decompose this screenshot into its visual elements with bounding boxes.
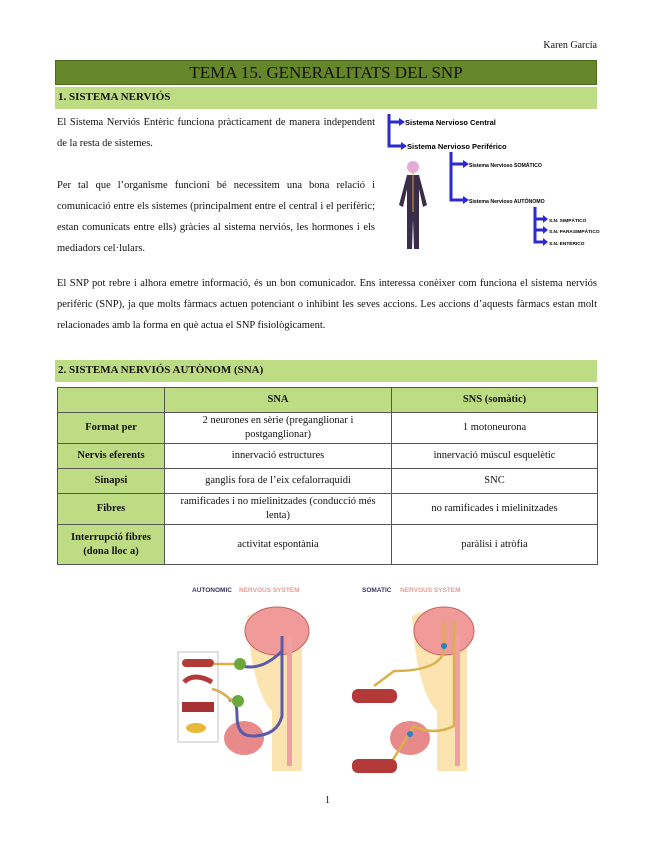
table-row [58,444,598,469]
paragraph-snp: El SNP pot rebre i alhora emetre informació, és un bon comunicador. Ens interessa conèixer com funciona el sistema nerviós perifèric (SNP), ja que molts fàrmacs actuen potenciant o inhibint les seves accions. Les accions d’aquests fàrmacs estan molt relacionades amb la forma en què actua el SNP fisiològicament. [57,278,597,331]
table-row [58,494,598,525]
table-cell: paràlisi i atròfia [392,525,598,565]
svg-text:NERVOUS SYSTEM: NERVOUS SYSTEM [239,587,300,594]
row-header: Nervis eferents [58,444,165,469]
label-periferico: Sistema Nervioso Periférico [407,142,507,151]
label-somatico: Sistema Nervioso SOMÁTICO [469,163,542,169]
table-row [58,413,598,444]
row-header: Fibres [58,494,165,525]
autonomic-illustration [178,587,309,771]
table-cell: innervació múscul esquelètic [392,444,598,469]
svg-text:SOMATIC: SOMATIC [362,587,392,594]
header-cell: SNS (somàtic) [392,388,598,413]
row-header: Sinapsi [58,469,165,494]
row-header: Interrupció fibres (dona lloc a) [58,525,165,565]
comparison-table [57,387,598,565]
row-header: Format per [58,413,165,444]
label-enterico: S.N. ENTÉRICO [549,242,585,247]
paragraph-enteric: El Sistema Nerviós Entèric funciona pràcticament de manera independent de la resta de sistemes. [57,117,375,149]
header-cell: SNA [165,388,392,413]
header-cell [58,388,165,413]
label-parasimpatico: S.N. PARASIMPÁTICO [549,230,600,235]
table-cell: ramificades i no mielinitzades (conducció més lenta) [165,494,392,525]
svg-text:AUTONOMIC: AUTONOMIC [192,587,232,594]
label-simpatico: S.N. SIMPÁTICO [549,219,587,224]
page-number: 1 [325,795,330,806]
somatic-illustration [352,587,474,773]
table-header-row [58,388,598,413]
label-autonomo: Sistema Nervioso AUTÓNOMO [469,199,545,205]
table-cell: innervació estructures [165,444,392,469]
table-row [58,469,598,494]
page-title: TEMA 15. GENERALITATS DEL SNP [55,60,597,85]
table-cell: 2 neurones en sèrie (preganglionar i postganglionar) [165,413,392,444]
paragraph-communication: Per tal que l’organisme funcioni bé necessitem una bona relació i comunicació entre els sistemes (principalment entre el central i el perifèric; estan comunicats entre ells) gràcies al sistema nerviós, les hormones i els mediadors cel·lulars. [57,180,375,254]
table-cell: activitat espontània [165,525,392,565]
section-heading-1: 1. SISTEMA NERVIÓS [55,87,597,109]
label-central: Sistema Nervioso Central [405,118,496,127]
human-body-figure [399,161,427,249]
svg-text:NERVOUS SYSTEM: NERVOUS SYSTEM [400,587,461,594]
author-name: Karen García [543,40,597,51]
table-cell: no ramificades i mielinitzades [392,494,598,525]
nervous-system-illustrations [172,576,492,776]
table-cell: SNC [392,469,598,494]
table-cell: ganglis fora de l’eix cefalorraquidi [165,469,392,494]
table-row [58,525,598,565]
section-heading-2: 2. SISTEMA NERVIÓS AUTÒNOM (SNA) [55,360,597,382]
nervous-system-diagram [383,112,601,257]
table-cell: 1 motoneurona [392,413,598,444]
